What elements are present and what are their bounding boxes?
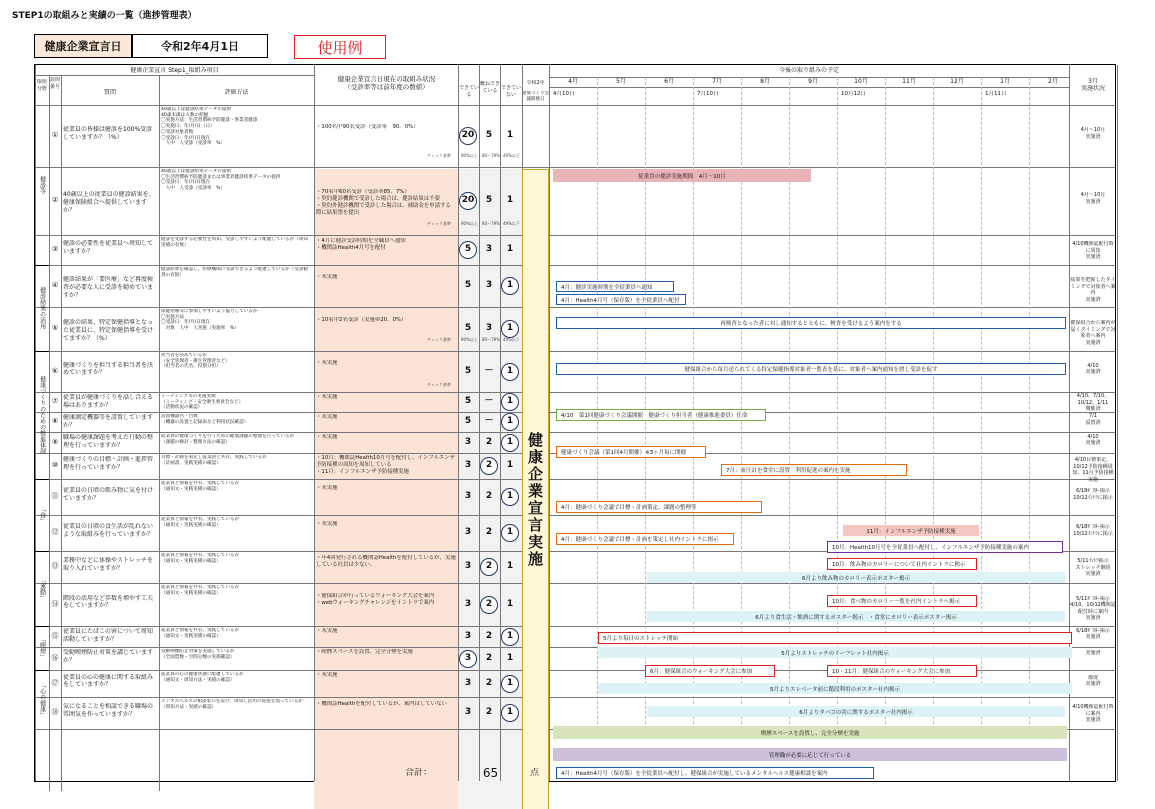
score-value: 3 <box>464 707 472 717</box>
method-text: 受動喫煙防止対策を実施しているか （全面禁煙・空間分煙の実施確認） <box>161 649 235 660</box>
method-text: 設置機器名・台数 （機器の設置と記録表など利用状況確認） <box>161 414 249 425</box>
gantt-bar: 6月より飲み物のカロリー表示ポスター掲示 <box>647 572 1065 583</box>
month-1: 4月 <box>568 78 578 85</box>
implementation-status: 4/10機関誌配付時に案内 実施済 <box>1072 704 1114 723</box>
score-circle: 1 <box>501 488 519 506</box>
method-text: ミーティング等の実施実績 （ミーティング・安全衛生委員会など） （活動状況の確認） <box>161 394 244 411</box>
row-number: ② <box>51 196 59 204</box>
question-text: 従業員の心の健康に関する取組みをしていますか？ <box>63 673 154 689</box>
question-text: 従業員が健康づくりを話し合える場はありますか？ <box>63 394 154 409</box>
score-circle: 1 <box>501 277 519 295</box>
score-value: 3 <box>485 323 493 333</box>
status-text: ・未実施 <box>316 359 338 366</box>
question-text: 気になることを相談できる職場の雰囲気を作っていますか？ <box>63 703 154 718</box>
row-number: ④ <box>51 281 59 289</box>
implementation-status: 都度 実施済 <box>1085 674 1101 687</box>
header-plan: 今後の取り組みの予定 <box>778 67 839 74</box>
gantt-bar: 4月：健診実施時期を全従業員へ通知 <box>556 281 674 292</box>
question-text: 健康測定機器等を設置していますか？ <box>63 414 154 429</box>
gantt-bar: 4月：健康づくり会議で目標・計画策定、課題の整理等 <box>556 501 762 513</box>
status-text: ・未実施 <box>316 628 338 634</box>
question-text: 業務中などに体操やストレッチを取り入れていますか？ <box>63 557 153 572</box>
month-7: 10月 <box>854 78 868 85</box>
header-status: 健康企業宣言日現在の取組み状況 （受診率等は前年度の数値） <box>337 75 436 92</box>
implementation-status: 6/18ﾎﾟｽﾀｰ掲示 10/12ｲﾝﾄﾗに掲示 <box>1073 524 1113 537</box>
score-value: 1 <box>506 460 514 470</box>
month-6: 9月 <box>808 78 818 85</box>
check-range: 49%以下 <box>503 221 520 226</box>
score-value: 3 <box>464 491 472 501</box>
check-range: 49%以下 <box>503 337 520 342</box>
month-10: 1月 <box>1000 78 1010 85</box>
question-text: 従業員の日頃の飲み物に気を付けていますか？ <box>63 487 154 502</box>
score-value: 2 <box>485 491 493 501</box>
implementation-status: 4/10 実施済 <box>1085 433 1101 446</box>
gantt-bar: 11月：インフルエンザ予防接種実施 <box>843 525 979 536</box>
category-label: 健診結果の活用 <box>38 287 46 329</box>
total-unit: 点 <box>530 768 540 778</box>
method-text: 40歳以上は健診結果データの提供 40歳未満は人数の把握 〇実施方法：生活習慣病予防健診・事業者健診 〇実施日：年/月/日（日） 〇受診対象者数 〇受診日：年/月/日現在 人中 人受診（受診率 %） <box>161 107 258 147</box>
score-value: 3 <box>464 630 472 641</box>
score-value: 2 <box>485 707 493 717</box>
score-value: － <box>484 365 494 376</box>
status-text: ・4月に健診受診時期を全職員へ通知 ・機関誌Health4月号を配付 <box>316 238 406 252</box>
score-value: 3 <box>485 244 493 254</box>
header-step1: 健康企業宣言 Step1_取組み項目 <box>130 67 219 74</box>
gantt-bar: 5月よりエレベータ前に階段利用のポスター社内掲示 <box>598 683 1072 694</box>
total-value: 65 <box>482 766 499 780</box>
score-value: 3 <box>485 280 493 290</box>
question-text: 健康づくりの目標・計画・進捗管理を行っていますか？ <box>63 456 154 471</box>
implementation-status: 4/10 実施済 <box>1085 362 1101 375</box>
check-range: 80～79% <box>482 337 500 342</box>
table-row <box>35 235 1117 265</box>
score-value: 3 <box>464 436 472 447</box>
header-method: 評価方法 <box>224 89 249 96</box>
score-circle: 2 <box>480 596 498 614</box>
score-circle: 1 <box>501 320 519 338</box>
score-circle: 1 <box>501 363 519 381</box>
gantt-bar: 4/10 第1回健康づくり会議開催 健康づくり担当者（健康推進委員）任命 <box>556 409 766 421</box>
header-r2: 令和2年 <box>526 80 545 86</box>
month-3: 6月 <box>664 78 674 85</box>
method-text: 従業員の心の健康状態に配慮しているか （通知文・周知方法・実績の確認） <box>161 672 244 683</box>
gantt-bar: 再検査となった者に対し通知するとともに、検査を受けるよう案内をする <box>556 317 1066 329</box>
vertical-banner: 健康企業宣言実施 <box>522 169 549 809</box>
check-range: 90%以上 <box>461 153 478 158</box>
question-text: 健診の結果、特定保健指導となった従業員に、特定保健指導を受けてますか？（%） <box>63 319 154 342</box>
score-circle: 1 <box>501 524 519 542</box>
header-cat: 取組分野 <box>36 79 47 92</box>
check-range: 80～79% <box>482 221 500 226</box>
month-8: 11月 <box>902 78 916 85</box>
score-value: 2 <box>485 677 493 688</box>
score-value: 5 <box>485 195 493 205</box>
total-label: 合計： <box>405 768 433 778</box>
gantt-bar: 4月：Health4月号（保存版）を全従業員へ配付 <box>556 294 686 305</box>
score-circle: 20 <box>459 127 477 145</box>
header-r2sub: 健康づくり会議開催日 <box>522 91 549 102</box>
declaration-date: 令和2年4月1日 <box>132 34 268 58</box>
usage-example-stamp: 使用例 <box>294 35 386 59</box>
status-text: ・10月：機関誌Health10月号を配付し、インフルエンザ予防接種の周知を周知している ・11月：インフルエンザ予防接種実施 <box>316 455 456 476</box>
score-value: 2 <box>485 652 493 663</box>
gantt-bar: 10月：食べ物のカロリー一覧を社内イントラへ掲示 <box>827 595 977 607</box>
check-label: チェック基準 <box>427 221 451 226</box>
score-value: 5 <box>464 416 472 426</box>
check-label: チェック基準 <box>427 382 451 387</box>
score-circle: 1 <box>501 393 519 411</box>
gantt-bar: 7月：血圧計を食堂に設置 利用促進の案内を実施 <box>721 464 907 476</box>
status-text: ・未実施 <box>316 414 338 420</box>
score-value: 5 <box>464 396 472 406</box>
method-text: 健診を受診する必要性を周知、受診しやすいよう配慮しているか（周知実績の有無） <box>161 237 309 248</box>
gantt-bar: 5月よりストレッチのリーフレット社内掲示 <box>598 647 1072 658</box>
row-number: ⑮ <box>51 631 59 640</box>
header-jisshi: 実施状況 <box>1080 85 1105 92</box>
gantt-bar: 10月：Health10月号を全従業員へ配付し、インフルエンザ予防接種実施の案内 <box>827 541 1063 553</box>
method-text: 目標・計画を策定し従業員と共有、実践しているか （計画書、実践実績の確認） <box>161 455 267 466</box>
month-12: 3月 <box>1088 78 1098 85</box>
gantt-bar: 5月より毎日のストレッチ開始 <box>598 632 1072 644</box>
method-text: 保健指導等に参加しやすいよう協力しているか 〇実施方法 〇受診日：年/月/日現在 対象 人中 人実施（実施率 %） <box>161 309 258 332</box>
score-value: 1 <box>506 130 514 140</box>
check-range: 90%以上 <box>461 221 478 226</box>
meeting-date: 10月12日 <box>841 91 866 97</box>
gantt-bar: 健保組合から毎月送られてくる特定保健指導対象者一覧表を基に、対象者へ案内通知を渡し受診を促す <box>556 363 1066 375</box>
method-text: 健診結果を確認し、医療機関に受診できるよう配慮しているか（受診勧奨の有無） <box>161 267 309 278</box>
score-circle: 1 <box>501 628 519 646</box>
score-value: 5 <box>464 280 472 290</box>
gantt-bar: 管理職が必要に応じて行っている <box>553 748 1067 761</box>
header-dekitenai: できていない <box>501 85 521 98</box>
gantt-bar: 6月：健保組合のウォーキング大会に参加 <box>645 665 775 677</box>
row-number: ⑬ <box>51 562 59 570</box>
implementation-status: 6/18ﾎﾟｽﾀｰ掲示 10/12ｲﾝﾄﾗに掲示 <box>1073 488 1113 501</box>
status-text: ・未実施 <box>316 672 338 678</box>
implementation-status: 5/11ﾎﾟｽﾀｰ掲示 4/10、10/12機関誌配付時に案内 実施済 <box>1070 595 1116 621</box>
row-number: ⑧ <box>51 417 59 425</box>
row-number: ⑫ <box>51 528 59 536</box>
gantt-bar: 10月：飲み物のカロリーについて社内イントラに掲示 <box>827 558 977 570</box>
score-circle: 5 <box>459 241 477 259</box>
score-value: 1 <box>506 598 514 609</box>
row-number: ⑨ <box>51 437 59 446</box>
score-value: 3 <box>464 598 472 609</box>
progress-table <box>34 64 1116 782</box>
question-text: 受動喫煙防止対策を講じていますか？ <box>63 649 154 664</box>
implementation-status: 4月～10月 実施済 <box>1080 192 1106 205</box>
row-number: ⑤ <box>51 324 59 332</box>
status-text: ・100名中90名受診（受診率 90．0%） <box>316 124 419 130</box>
row-number: ⑱ <box>51 708 59 716</box>
question-text: 健診結果が「要医療」など再度検査が必要な人に受診を勧めていますか？ <box>63 276 154 299</box>
row-number: ① <box>51 131 59 139</box>
score-value: 1 <box>506 244 514 254</box>
implementation-status: 4/10目標策定、10/12予防接種周知、11月予防接種実施 <box>1072 457 1114 483</box>
status-text: ・70名中60名受診（受診率85．7%） ・契約健診機関で受診した場合は、健診結果は不要 ・契約外健診機関で受診した場合は、補助金を申請する際に結果票を提出 <box>316 189 451 217</box>
check-label: チェック基準 <box>427 337 451 342</box>
score-value: － <box>484 416 494 426</box>
score-value: 2 <box>485 630 493 641</box>
question-text: 40歳以上の従業員の健診結果を、健康保険組合へ提供していますか？ <box>63 191 155 214</box>
score-value: 1 <box>506 561 514 571</box>
question-text: 職場の健康課題を考えた行動の整理を行っていますか？ <box>63 434 154 449</box>
status-text: ・機関誌Healthを配付しているが、案内はしていない <box>316 701 447 707</box>
method-text: 従業員の健康づくりを行うための健康課題の整理を行っているか （課題の検討・整理方法の確認） <box>161 434 295 445</box>
status-text: ・未実施 <box>316 274 338 280</box>
month-5: 8月 <box>760 78 770 85</box>
gantt-bar: 6月より食生活・飲酒に関するポスター掲示 ・食堂にカロリー表示ポスター掲示 <box>647 611 1065 622</box>
check-range: 49%以下 <box>503 153 520 158</box>
row-number: ⑰ <box>51 678 59 687</box>
question-text: 階段の活用など歩数を増やす工夫をしていますか？ <box>63 594 154 610</box>
row-number: ③ <box>51 245 59 253</box>
row-number: ⑯ <box>51 653 59 662</box>
category-label: 「心の健康」 <box>38 681 46 718</box>
score-circle: 2 <box>480 558 498 576</box>
score-circle: 2 <box>480 457 498 475</box>
header-dekiteiru: できている <box>459 85 479 98</box>
col-line <box>1117 65 1118 781</box>
question-text: 従業員の皆様は健診を100%受診していますか？（%） <box>63 126 153 141</box>
status-text: ・未実施 <box>316 485 338 491</box>
row-number: ⑥ <box>51 366 59 375</box>
score-value: 2 <box>485 436 493 447</box>
meeting-date: 1月11日 <box>985 91 1007 97</box>
method-text: 従業員と情報を共有、実践しているか （通知文・実践実績の確認） <box>161 628 240 639</box>
question-text: 従業員の日頃の食生活が乱れないような取組みを行っていますか？ <box>63 523 154 538</box>
score-value: 5 <box>464 365 472 376</box>
meeting-date: 7月10日 <box>697 91 719 97</box>
row-number: ⑩ <box>51 461 59 469</box>
implementation-status: 4/10、7/10、10/12、1/11 開催済 <box>1076 393 1110 412</box>
status-text: ・10名中2名受診（実施率20．0%） <box>316 317 407 323</box>
method-text: 40歳以上は健診結果データの提供 〇生活習慣病予防健診または事業者健診結果データの提供 〇受診日：年/月/日現在 人中 人受診（受診率 %） <box>161 169 281 192</box>
month-2: 5月 <box>616 78 626 85</box>
check-range: 90%以上 <box>461 337 478 342</box>
month-line <box>549 87 1069 88</box>
method-text: 従業員と情報を共有、実践しているか （通知文・実践実績の確認） <box>161 585 240 596</box>
status-text: ・年4回発行される機関誌Healthを配付しているが、実施している社員は少ない。 <box>316 555 456 569</box>
status-text: ・喫煙スペースを設置、完全分煙を実施 <box>316 649 413 655</box>
score-value: 2 <box>485 527 493 537</box>
implementation-status: 実施済 <box>1085 649 1101 656</box>
score-value: 3 <box>464 460 472 470</box>
implementation-status: 4/10機関誌配付時に周知 実施済 <box>1072 241 1114 260</box>
score-value: 3 <box>464 561 472 571</box>
gantt-bar: 喫煙スペースを設置し、完全分煙を実施 <box>553 726 1067 739</box>
table-row <box>35 307 1117 351</box>
score-circle: 1 <box>501 704 519 722</box>
status-text: ・未実施 <box>316 394 338 400</box>
gantt-bar: 6月よりタバコの害に関するポスター社内掲示 <box>647 706 1065 717</box>
method-text: メンタルヘルスの相談窓口を設け、周知し活用の促進を図っているか （周知方法・実績の確認） <box>161 699 303 710</box>
meeting-date: 4月10日 <box>553 91 575 97</box>
row-number: ⑭ <box>51 599 59 608</box>
gantt-bar: 健康づくり会議（第1回4月開催）※3ヶ月毎に開催 <box>556 446 706 458</box>
score-circle: 3 <box>459 650 477 668</box>
check-range: 80～79% <box>482 153 500 158</box>
category-label: 「運動」 <box>38 576 46 601</box>
method-text: 従業員と情報を共有、実践しているか （通知文・実践実績の確認） <box>161 481 240 492</box>
method-text: 担当者を決めているか （安全管理者・衛生管理者など） （担当者の氏名、役割分担） <box>161 353 230 370</box>
score-value: 5 <box>485 130 493 140</box>
row-number: ⑪ <box>51 492 59 500</box>
score-circle: 20 <box>459 192 477 210</box>
score-value: 5 <box>464 323 472 333</box>
score-value: － <box>484 396 494 406</box>
question-text: 健診の必要性を従業員へ周知していますか？ <box>63 240 154 255</box>
month-11: 2月 <box>1048 78 1058 85</box>
status-text: ・未実施 <box>316 521 338 527</box>
month-line <box>549 77 1069 78</box>
score-value: 3 <box>464 527 472 537</box>
header-no: 設問番号 <box>49 77 60 90</box>
gantt-bar: 10・11月：健保組合のウォーキング大会に参加 <box>827 665 977 677</box>
gantt-bar: 4月：Health4月号（保存版）を全従業員へ配付し、健保組合が実施しているメンタルヘルス健康相談を案内 <box>556 767 874 779</box>
implementation-status: 健保組合から案内が届くタイミングで対象者へ案内 実施済 <box>1070 320 1116 346</box>
question-text: 従業員にたばこの害について周知活動していますか？ <box>63 628 153 643</box>
row-number: ⑦ <box>51 397 59 405</box>
month-4: 7月 <box>712 78 722 85</box>
implementation-status: 6/18ﾎﾟｽﾀｰ掲示 実施済 <box>1076 627 1110 640</box>
status-text: ・未実施 <box>316 434 338 440</box>
document-title: STEP1の取組みと実績の一覧（進捗管理表） <box>12 11 197 21</box>
category-label: 「食」 <box>38 506 46 524</box>
step1-line <box>35 75 314 76</box>
implementation-status: 結果を把握したタイミングで対象者へ案内 実施済 <box>1070 277 1116 303</box>
implementation-status: 5/11ｲﾝﾄﾗ掲示 ストレッチ継続 実施済 <box>1075 558 1111 577</box>
score-circle: 1 <box>501 675 519 693</box>
table-row <box>35 105 1117 167</box>
category-label: 健診等 <box>38 176 46 194</box>
implementation-status: 4月～10月 実施済 <box>1080 127 1106 140</box>
score-circle: 1 <box>501 413 519 431</box>
question-text: 健康づくりを担当する担当者を決めていますか？ <box>63 361 154 377</box>
score-circle: 1 <box>501 434 519 452</box>
method-text: 従業員と情報を共有、実践しているか （通知文・実践実績の確認） <box>161 517 240 528</box>
month-9: 12月 <box>950 78 964 85</box>
score-value: 1 <box>506 195 514 205</box>
gantt-bar: 4月：健康づくり会議で目標・計画を策定し社内イントラに掲示 <box>556 533 734 545</box>
score-value: 1 <box>506 652 514 663</box>
status-text: ・健保組合が行っているウォーキング大会を案内 ・webウォーキングチャレンジをイントラで案内 <box>316 592 435 606</box>
header-question: 質問 <box>103 89 116 96</box>
implementation-status: 7/1 設置済 <box>1085 413 1101 426</box>
declaration-label: 健康企業宣言日 <box>34 34 132 58</box>
method-text: 従業員と情報を共有、実践しているか （通知文・実践実績の確認） <box>161 553 240 564</box>
header-mou: 概ねできている <box>480 81 500 94</box>
category-label: 「喫煙」 <box>38 636 46 660</box>
gantt-bar: 従業員の健診実施期間 4月～10月 <box>553 169 811 182</box>
score-value: 3 <box>464 677 472 688</box>
category-label: 健康づくりのための推進体制 <box>38 376 46 454</box>
check-label: チェック基準 <box>427 153 451 158</box>
